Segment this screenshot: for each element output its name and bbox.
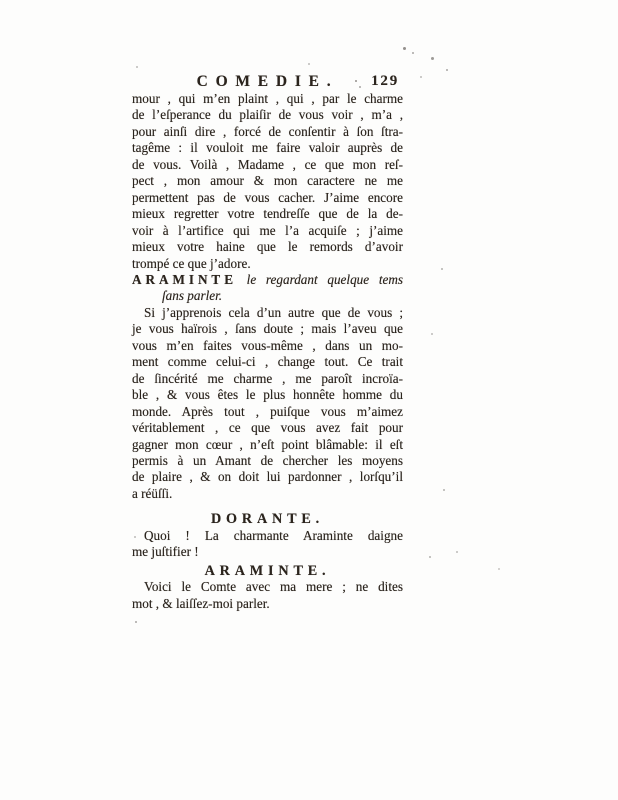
text-line: pour ainſi dire , forcé de conſentir à ſon ſtra- [132,123,403,139]
scan-speck [443,489,445,491]
text-line: mieux votre haine que le remords d’avoir [132,239,403,255]
scan-speck [429,556,431,558]
text-line: DORANTE. [210,511,325,528]
text-line [132,272,403,288]
text-line: je vous haïrois , ſans doute ; mais l’aveu que [132,321,403,337]
text-line: a réüſſi. [132,485,173,501]
text-line: Voici le Comte avec ma mere ; ne dites [144,579,403,595]
scan-speck [420,76,422,78]
scan-speck [446,69,448,71]
text-line: de plaire , & on doit lui pardonner , lorſqu’il [132,469,403,485]
text-line: Si j’apprenois cela d’un autre que de vous ; [144,304,403,320]
text-line: véritablement , ce que vous avez fait pour [132,420,403,436]
running-title: COMEDIE. [196,73,339,90]
scan-speck [498,568,500,570]
text-line: tagême : il vouloit me faire valoir auprès de [132,140,403,156]
text-line: pect , mon amour & mon caractere ne me [132,173,403,189]
text-line: ARAMINTE. [204,562,331,579]
scan-speck [456,551,458,553]
scan-speck [431,333,433,335]
text-line: monde. Après tout , puiſque vous m’aimez [132,403,403,419]
scan-speck [135,621,137,623]
speaker-name: ARAMINTE [132,271,237,287]
text-line: vous m’en faites vous-même , dans un mo- [132,337,403,353]
text-line: trompé ce que j’adore. [132,255,251,271]
text-line: mieux regretter votre tendreſſe que de la de- [132,206,403,222]
text-line: ble , & vous êtes le plus honnête homme du [132,387,403,403]
scan-speck [403,47,406,50]
text-line: mour , qui m’en plaint , qui , par le charme [132,91,403,106]
text-line: permis à un Amant de chercher les moyens [132,452,403,468]
page-number: 129 [371,73,399,89]
scan-speck [441,268,443,270]
text-line: ment comme celui-ci , change tout. Ce trait [132,354,403,370]
scan-speck [431,57,434,60]
page-header [132,72,403,91]
text-line: mot , & laiſſez-moi parler. [132,595,270,611]
scan-speck [136,66,138,68]
body-text [132,91,403,612]
scan-speck [308,63,310,65]
text-line: me juſtifier ! [132,544,199,560]
scan-speck [412,52,414,54]
page-text-block [132,72,403,612]
text-line: gagner mon cœur , n’eſt point blâmable: il eſt [132,436,403,452]
text-line: de ſincérité me charme , me paroît incroïa- [132,370,403,386]
text-line: Quoi ! La charmante Araminte daigne [144,527,403,543]
text-line: de l’eſperance du plaiſir de vous voir , m’a , [132,107,403,123]
text-line: voir à l’artifice qui me l’a acquiſe ; j’aime [132,222,403,238]
stage-direction: le regardant quelque tems [236,271,403,287]
text-line: permettent pas de vous cacher. J’aime encore [132,189,403,205]
text-line: ſans parler. [162,288,223,304]
text-line: de vous. Voilà , Madame , ce que mon reſ- [132,156,403,172]
